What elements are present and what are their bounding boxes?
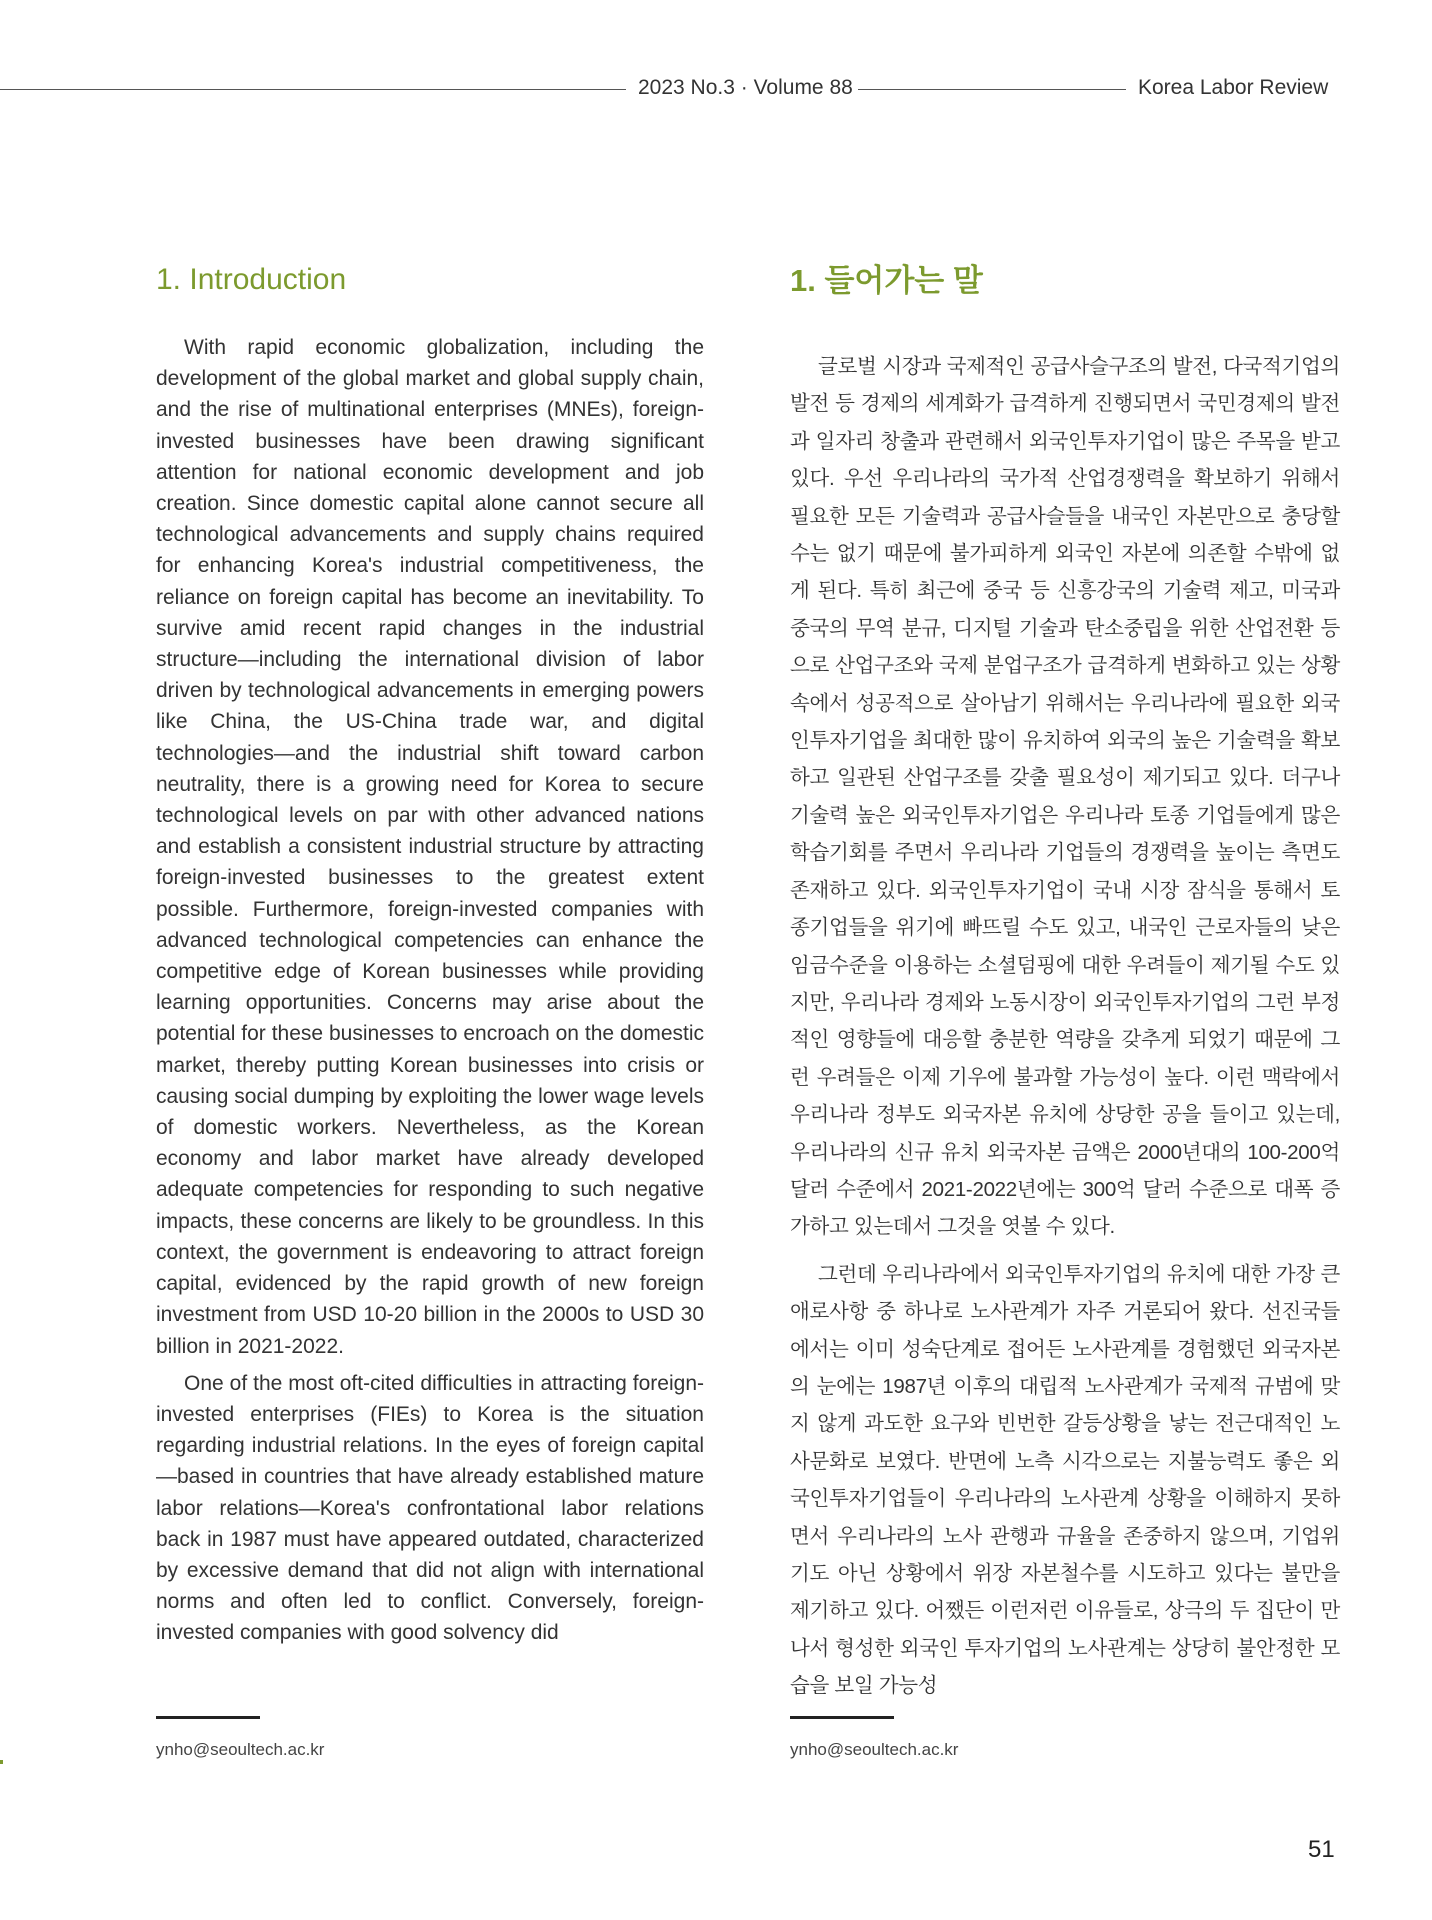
english-section-title: 1. Introduction <box>156 263 347 296</box>
english-paragraph: One of the most oft-cited difficulties in attracting foreign-invested enterprises (FIEs) to Korea is the situation regarding industrial relations. In the eyes of foreign capital—based in countries that have already established mature labor relations—Korea's confrontational labor relations back in 1987 must have appeared outdated, characterized by excessive demand that did not align with international norms and often led to conflict. Conversely, foreign-invested companies with good solvency did <box>156 1371 704 1645</box>
korean-column <box>790 262 1340 1715</box>
english-column <box>156 262 704 1655</box>
korean-paragraph: 글로벌 시장과 국제적인 공급사슬구조의 발전, 다국적기업의 발전 등 경제의 세계화가 급격하게 진행되면서 국민경제의 발전과 일자리 창출과 관련해서 외국인투자기업이 많은 주목을 받고 있다. 우선 우리나라의 국가적 산업경쟁력을 확보하기 위해서 필요한 모든 기술력과 공급사슬들을 내국인 자본만으로 충당할 수는 없기 때문에 불가피하게 외국인 자본에 의존할 수밖에 없게 된다. 특히 최근에 중국 등 신흥강국의 기술력 제고, 미국과 중국의 무역 분규, 디지털 기술과 탄소중립을 위한 산업전환 등으로 산업구조와 국제 분업구조가 급격하게 변화하고 있는 상황 속에서 성공적으로 살아남기 위해서는 우리나라에 필요한 외국인투자기업을 최대한 많이 유치하여 외국의 높은 기술력을 확보하고 일관된 산업구조를 갖출 필요성이 제기되고 있다. 더구나 기술력 높은 외국인투자기업은 우리나라 토종 기업들에게 많은 학습기회를 주면서 우리나라 기업들의 경쟁력을 높이는 측면도 존재하고 있다. 외국인투자기업이 국내 시장 잠식을 통해서 토종기업들을 위기에 빠뜨릴 수도 있고, 내국인 근로자들의 낮은 임금수준을 이용하는 소셜덤핑에 대한 우려들이 제기될 수도 있지만, 우리나라 경제와 노동시장이 외국인투자기업의 그런 부정적인 영향들에 대응할 충분한 역량을 갖추게 되었기 때문에 그런 우려들은 이제 기우에 불과할 가능성이 높다. 이런 맥락에서 우리나라 정부도 외국자본 유치에 상당한 공을 들이고 있는데, 우리나라의 신규 유치 외국자본 금액은 2000년대의 100-200억 달러 수준에서 2021-2022년에는 300억 달러 수준으로 대폭 증가하고 있는데서 그것을 엿볼 수 있다. <box>790 355 1340 1239</box>
english-paragraph: With rapid economic globalization, including the development of the global market and global supply chain, and the rise of multinational enterprises (MNEs), foreign-invested businesses have been drawing significant attention for national economic development and job creation. Since domestic capital alone cannot secure all technological advancements and supply chains required for enhancing Korea's industrial competitiveness, the reliance on foreign capital has become an inevitability. To survive amid recent rapid changes in the industrial structure—including the international division of labor driven by technological advancements in emerging powers like China, the US-China trade war, and digital technologies—and the industrial shift toward carbon neutrality, there is a growing need for Korea to secure technological levels on par with other advanced nations and establish a consistent industrial structure by attracting foreign-invested businesses to the greatest extent possible. Furthermore, foreign-invested companies with advanced technological competencies can enhance the competitive edge of Korean businesses while providing learning opportunities. Concerns may arise about the potential for these businesses to encroach on the domestic market, thereby putting Korean businesses into crisis or causing social dumping by exploiting the lower wage levels of domestic workers. Nevertheless, as the Korean economy and labor market have already developed adequate competencies for responding to such negative impacts, these concerns are likely to be groundless. In this context, the government is endeavoring to attract foreign capital, evidenced by the rapid growth of new foreign investment from USD 10-20 billion in the 2000s to USD 30 billion in 2021-2022. <box>156 336 704 1358</box>
header-rule-left <box>0 89 626 90</box>
margin-mark <box>0 1760 3 1764</box>
page-number: 51 <box>1308 1836 1335 1863</box>
korean-section-title: 1. 들어가는 말 <box>790 263 983 298</box>
header-rule-mid <box>858 89 1126 90</box>
korean-paragraph: 그런데 우리나라에서 외국인투자기업의 유치에 대한 가장 큰 애로사항 중 하나로 노사관계가 자주 거론되어 왔다. 선진국들에서는 이미 성숙단계로 접어든 노사관계를 경험했던 외국자본의 눈에는 1987년 이후의 대립적 노사관계가 국제적 규범에 맞지 않게 과도한 요구와 빈번한 갈등상황을 낳는 전근대적인 노사문화로 보였다. 반면에 노측 시각으로는 지불능력도 좋은 외국인투자기업들이 우리나라의 노사관계 상황을 이해하지 못하면서 우리나라의 노사 관행과 규율을 존중하지 않으며, 기업위기도 아닌 상황에서 위장 자본철수를 시도하고 있다는 불만을 제기하고 있다. 어쨌든 이런저런 이유들로, 상극의 두 집단이 만나서 형성한 외국인 투자기업의 노사관계는 상당히 불안정한 모습을 보일 가능성 <box>790 1262 1340 1698</box>
footnote-email-english[interactable]: ynho@seoultech.ac.kr <box>156 1740 325 1759</box>
footnote-rule-korean <box>790 1716 894 1719</box>
issue-label: 2023 No.3 · Volume 88 <box>638 76 853 99</box>
journal-name: Korea Labor Review <box>1138 76 1329 99</box>
footnote-email-korean[interactable]: ynho@seoultech.ac.kr <box>790 1740 959 1759</box>
footnote-rule-english <box>156 1716 260 1719</box>
running-header <box>0 76 1432 106</box>
